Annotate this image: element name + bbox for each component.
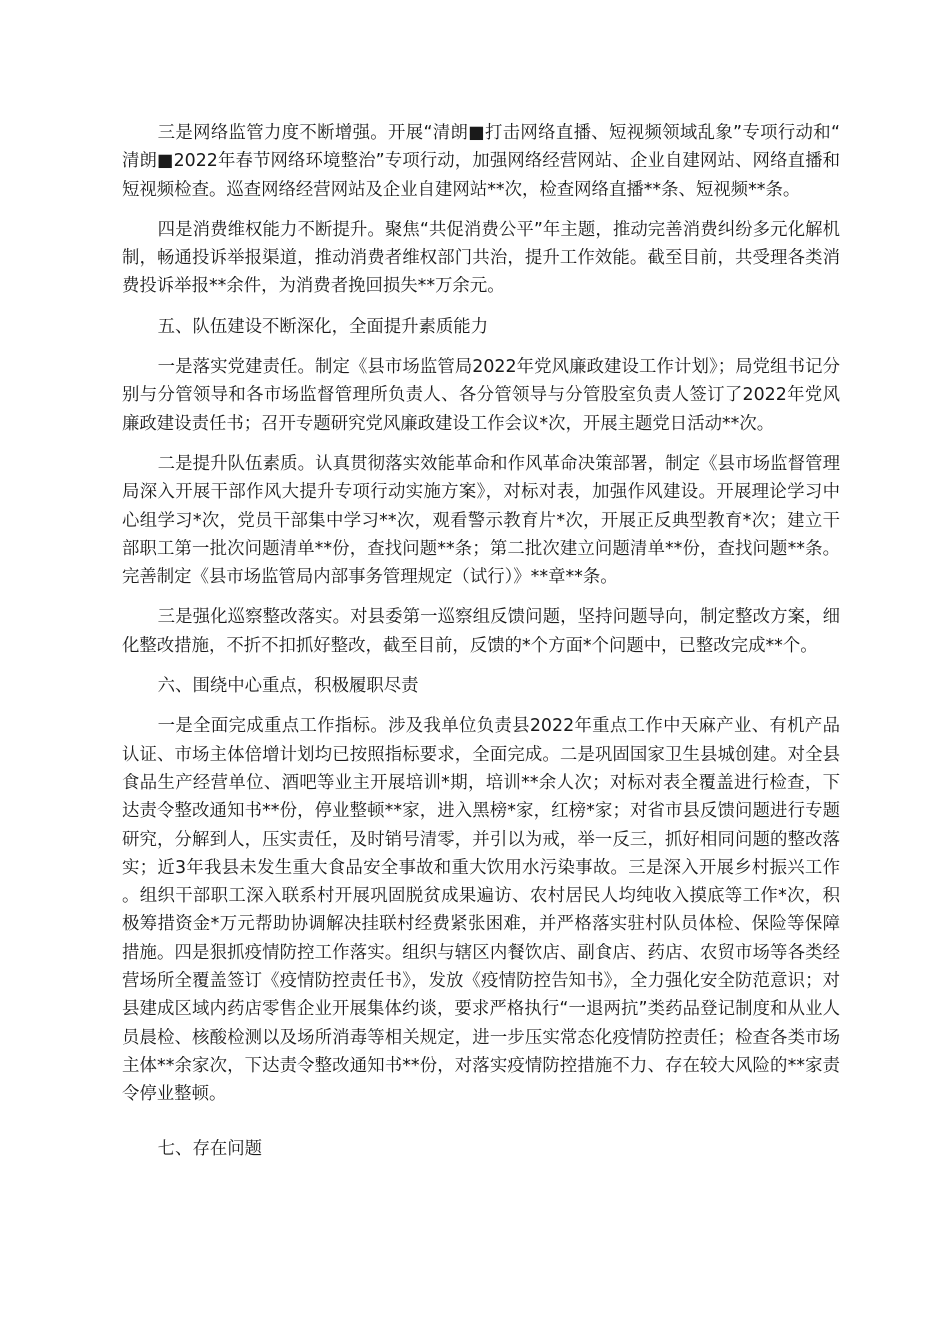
section-heading-existing-problems: 七、存在问题 (157, 1138, 263, 1159)
paragraph-consumer-rights: 四是消费维权能力不断提升。聚焦“共促消费公平”年主题，推动完善消费纠纷多元化解机制，畅通投诉举报渠道，推动消费者维权部门共治，提升工作效能。截至目前，共受理各类消费投诉举报**余件，为消费者挽回损失**万余元。 (122, 219, 840, 297)
document-body (122, 119, 840, 1175)
paragraph-inspection-rectification: 三是强化巡察整改落实。对县委第一巡察组反馈问题，坚持问题导向，制定整改方案，细化整改措施，不折不扣抓好整改，截至目前，反馈的*个方面*个问题中，已整改完成**个。 (122, 607, 840, 656)
paragraph-network-supervision: 三是网络监管力度不断增强。开展“清朗■打击网络直播、短视频领域乱象”专项行动和“清朗■2022年春节网络环境整治”专项行动，加强网络经营网站、企业自建网站、网络直播和短视频检查。巡查网络经营网站及企业自建网站**次，检查网络直播**条、短视频**条。 (122, 123, 840, 200)
paragraph-team-quality: 二是提升队伍素质。认真贯彻落实效能革命和作风革命决策部署，制定《县市场监督管理局深入开展干部作风大提升专项行动实施方案》，对标对表，加强作风建设。开展理论学习中心组学习*次，党员干部集中学习**次，观看警示教育片*次，开展正反典型教育*次；建立干部职工第一批次问题清单**份，查找问题**条；第二批次建立问题清单**份，查找问题**条。完善制定《县市场监管局内部事务管理规定（试行）》**章**条。 (122, 453, 840, 588)
section-heading-core-duties: 六、围绕中心重点，积极履职尽责 (157, 676, 419, 697)
paragraph-key-work-indicators: 一是全面完成重点工作指标。涉及我单位负责县2022年重点工作中天麻产业、有机产品认证、市场主体倍增计划均已按照指标要求，全面完成。二是巩固国家卫生县城创建。对全县食品生产经营单位、酒吧等业主开展培训*期，培训**余人次；对标对表全覆盖进行检查，下达责令整改通知书**份，停业整顿**家，进入黑榜*家，红榜*家；对省市县反馈问题进行专题研究，分解到人，压实责任，及时销号清零，并引以为戒，举一反三，抓好相同问题的整改落实；近3年我县未发生重大食品安全事故和重大饮用水污染事故。三是深入开展乡村振兴工作。组织干部职工深入联系村开展巩固脱贫成果遍访、农村居民人均纯收入摸底等工作*次，积极筹措资金*万元帮助协调解决挂联村经费紧张困难，并严格落实驻村队员体检、保险等保障措施。四是狠抓疫情防控工作落实。组织与辖区内餐饮店、副食店、药店、农贸市场等各类经营场所全覆盖签订《疫情防控责任书》，发放《疫情防控告知书》，全力强化安全防范意识；对县建成区域内药店零售企业开展集体约谈，要求严格执行“一退两抗”类药品登记制度和从业人员晨检、核酸检测以及场所消毒等相关规定，进一步压实常态化疫情防控责任；检查各类市场主体**余家次，下达责令整改通知书**份，对落实疫情防控措施不力、存在较大风险的**家责令停业整顿。 (122, 716, 840, 1105)
section-heading-team-building: 五、队伍建设不断深化，全面提升素质能力 (157, 316, 489, 337)
paragraph-party-responsibility: 一是落实党建责任。制定《县市场监管局2022年党风廉政建设工作计划》；局党组书记分别与分管领导和各市场监督管理所负责人、各分管领导与分管股室负责人签订了2022年党风廉政建设责任书；召开专题研究党风廉政建设工作会议*次，开展主题党日活动**次。 (122, 357, 840, 434)
